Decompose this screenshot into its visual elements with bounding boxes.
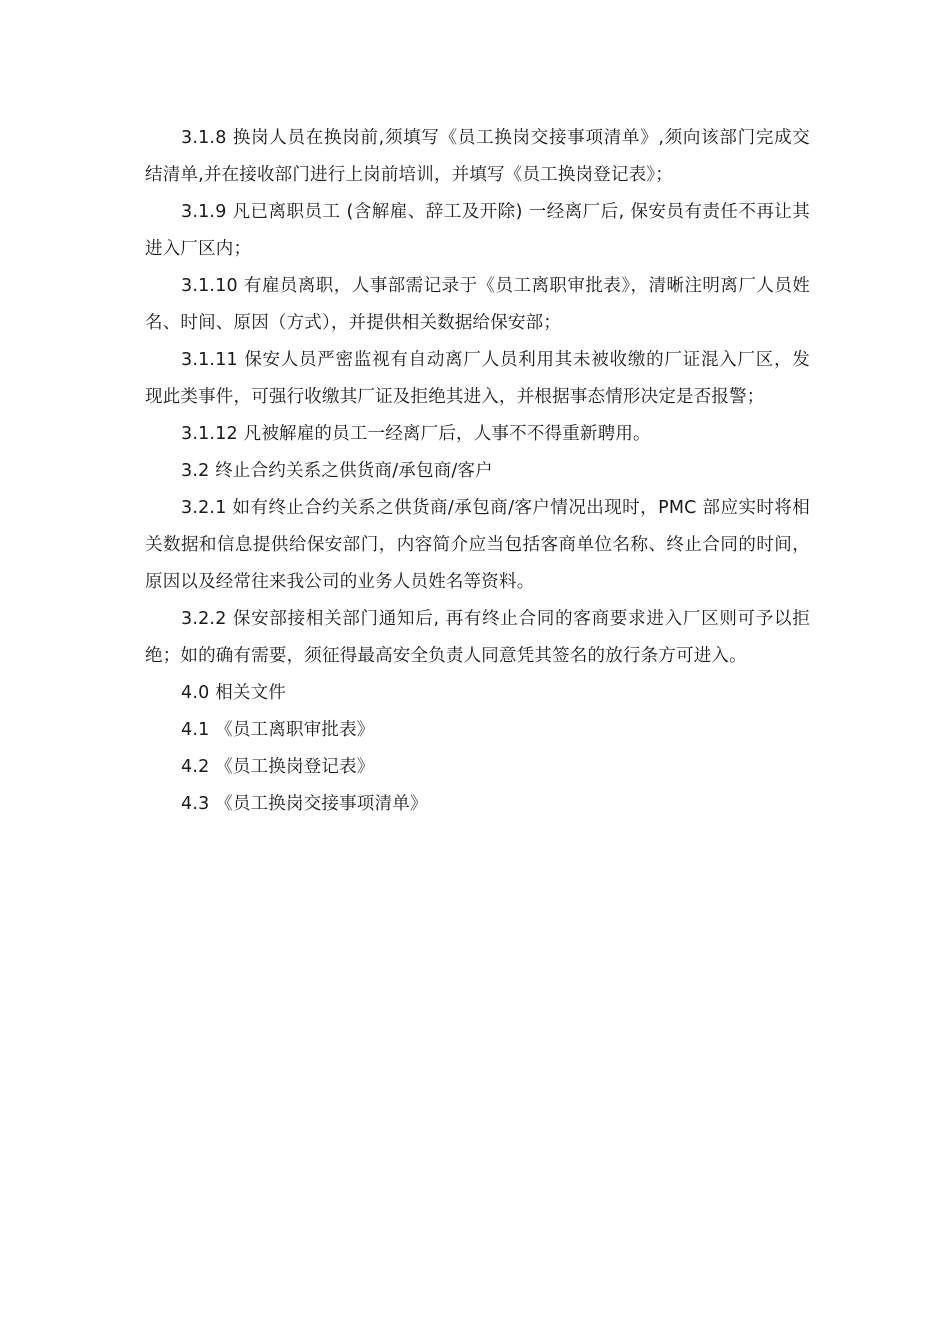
section-heading-3-2: 3.2 终止合约关系之供货商/承包商/客户 [181, 461, 493, 481]
paragraph-3-1-10: 3.1.10 有雇员离职，人事部需记录于《员工离职审批表》，清晰注明离厂人员姓名、时间、原因（方式），并提供相关数据给保安部； [145, 276, 810, 333]
paragraph-3-1-9: 3.1.9 凡已离职员工 (含解雇、辞工及开除) 一经离厂后, 保安员有责任不再让其进入厂区内； [145, 202, 810, 259]
paragraph-3-2-2: 3.2.2 保安部接相关部门通知后, 再有终止合同的客商要求进入厂区则可予以拒绝；如的确有需要，须征得最高安全负责人同意凭其签名的放行条方可进入。 [145, 609, 810, 666]
reference-4-2: 4.2 《员工换岗登记表》 [181, 757, 375, 777]
paragraph-3-1-12: 3.1.12 凡被解雇的员工一经离厂后，人事不不得重新聘用。 [181, 424, 651, 444]
paragraph-3-2-1: 3.2.1 如有终止合约关系之供货商/承包商/客户情况出现时，PMC 部应实时将相关数据和信息提供给保安部门，内容简介应当包括客商单位名称、终止合同的时间，原因以及经常往来我公司的业务人员姓名等资料。 [145, 498, 810, 592]
paragraph-3-1-11: 3.1.11 保安人员严密监视有自动离厂人员利用其未被收缴的厂证混入厂区，发现此类事件，可强行收缴其厂证及拒绝其进入，并根据事态情形决定是否报警； [145, 350, 810, 407]
reference-4-3: 4.3 《员工换岗交接事项清单》 [181, 794, 428, 814]
section-heading-4-0: 4.0 相关文件 [181, 683, 286, 703]
reference-4-1: 4.1 《员工离职审批表》 [181, 720, 375, 740]
paragraph-3-1-8: 3.1.8 换岗人员在换岗前,须填写《员工换岗交接事项清单》,须向该部门完成交结清单,并在接收部门进行上岗前培训，并填写《员工换岗登记表》； [145, 128, 810, 185]
document-body [145, 120, 810, 823]
